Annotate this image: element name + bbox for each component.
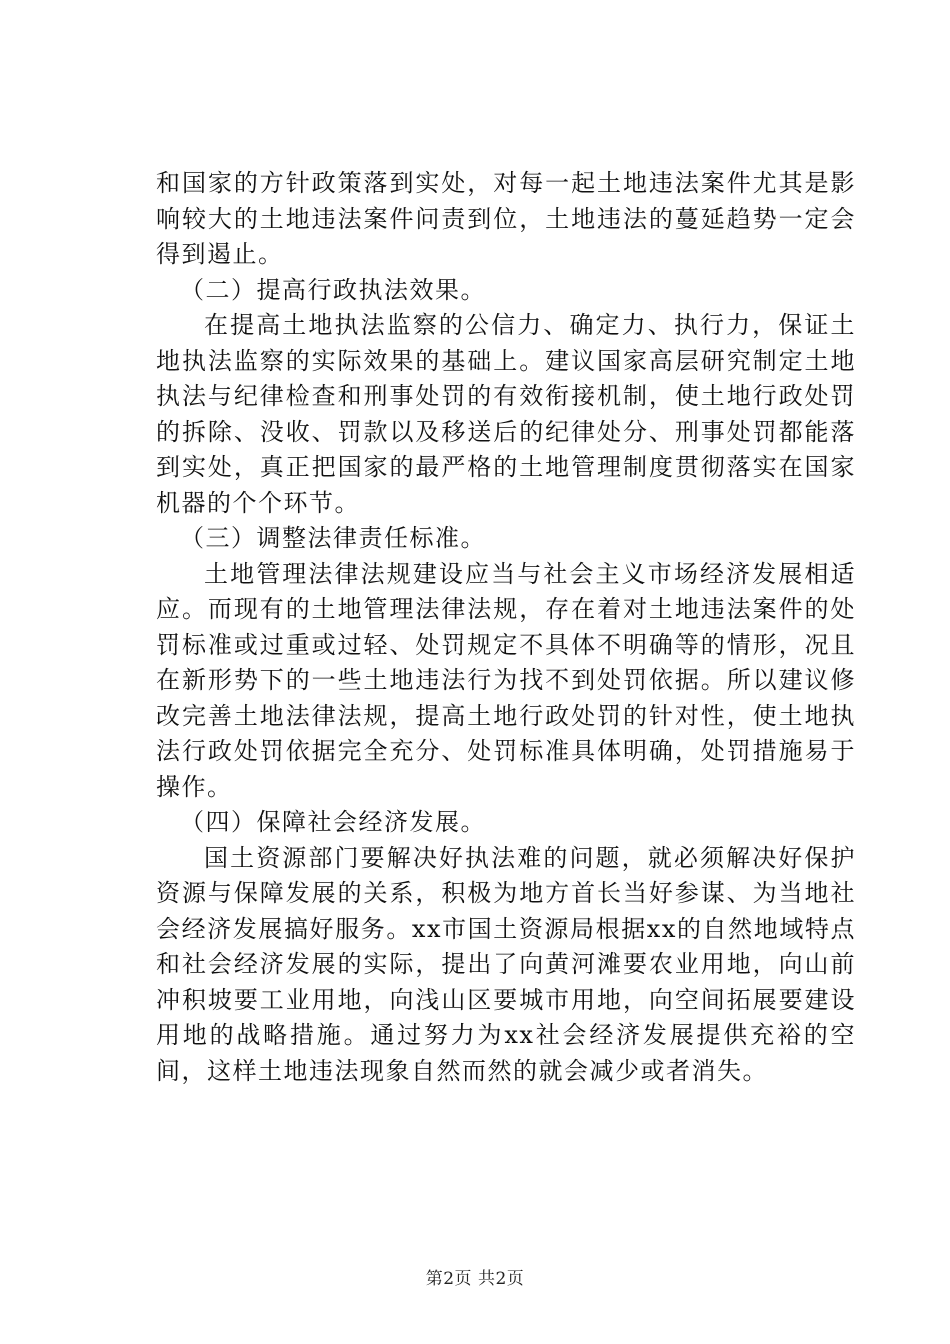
- paragraph-continuation: 和国家的方针政策落到实处，对每一起土地违法案件尤其是影响较大的土地违法案件问责到位，土地违法的蔓延趋势一定会得到遏止。: [156, 169, 856, 268]
- document-body: [156, 166, 856, 1089]
- paragraph-body-3: 土地管理法律法规建设应当与社会主义市场经济发展相适应。而现有的土地管理法律法规，存在着对土地违法案件的处罚标准或过重或过轻、处罚规定不具体不明确等的情形，况且在新形势下的一些土地违法行为找不到处罚依据。所以建议修改完善土地法律法规，提高土地行政处罚的针对性，使土地执法行政处罚依据完全充分、处罚标准具体明确，处罚措施易于操作。: [156, 559, 856, 801]
- section-heading-4: （四）保障社会经济发展。: [180, 808, 486, 836]
- section-heading-3: （三）调整法律责任标准。: [180, 524, 486, 552]
- page-footer: 第2页 共2页: [425, 1269, 525, 1289]
- section-heading-2: （二）提高行政执法效果。: [180, 275, 486, 304]
- paragraph-body-2: 在提高土地执法监察的公信力、确定力、执行力，保证土地执法监察的实际效果的基础上。建议国家高层研究制定土地执法与纪律检查和刑事处罚的有效衔接机制，使土地行政处罚的拆除、没收、罚款以及移送后的纪律处分、刑事处罚都能落到实处，真正把国家的最严格的土地管理制度贯彻落实在国家机器的个个环节。: [156, 311, 856, 517]
- paragraph-body-4: 国土资源部门要解决好执法难的问题，就必须解决好保护资源与保障发展的关系，积极为地方首长当好参谋、为当地社会经济发展搞好服务。xx市国土资源局根据xx的自然地域特点和社会经济发展的实际，提出了向黄河滩要农业用地，向山前冲积坡要工业用地，向浅山区要城市用地，向空间拓展要建设用地的战略措施。通过努力为xx社会经济发展提供充裕的空间，这样土地违法现象自然而然的就会减少或者消失。: [156, 843, 856, 1085]
